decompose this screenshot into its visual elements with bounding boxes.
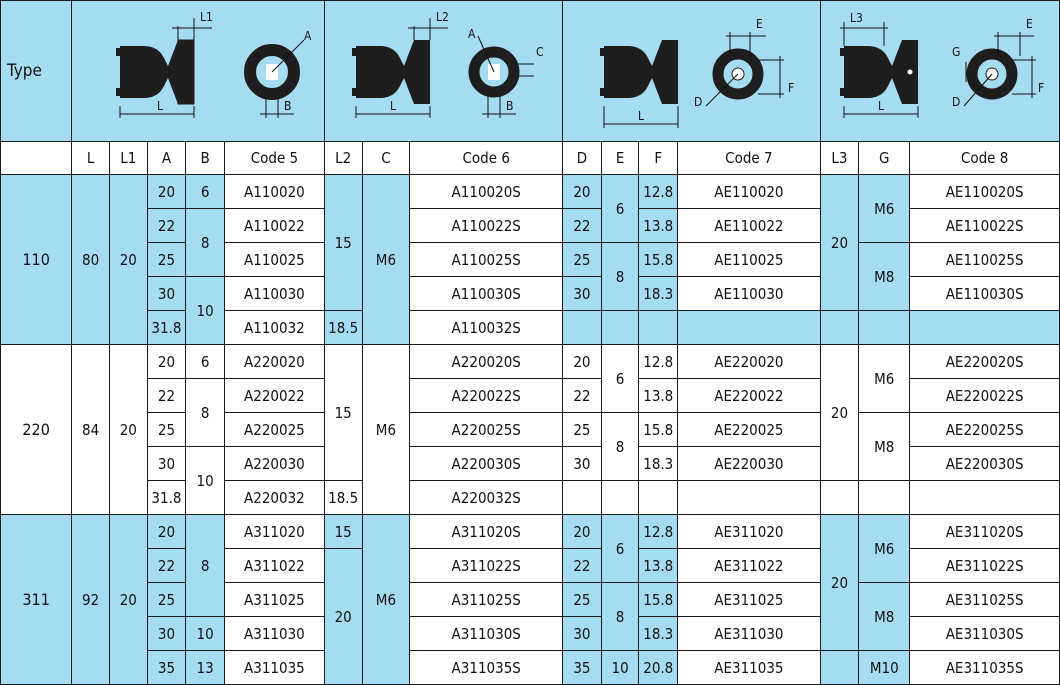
cell-code7: AE311035 bbox=[678, 651, 821, 685]
dim-label: F bbox=[788, 81, 795, 95]
cell-D: 25 bbox=[563, 243, 602, 277]
cell-code8: AE311020S bbox=[910, 515, 1060, 549]
col-header: L bbox=[72, 142, 110, 175]
cell-G bbox=[859, 311, 910, 345]
cell-code7: AE220030 bbox=[678, 447, 821, 481]
cell-code7 bbox=[678, 481, 821, 515]
cell-code7: AE220022 bbox=[678, 379, 821, 413]
cell-code6: A220030S bbox=[410, 447, 563, 481]
dim-label: L bbox=[638, 109, 645, 123]
cell-code7 bbox=[678, 311, 821, 345]
drawing-yoke-code7 bbox=[563, 1, 821, 142]
cell-A: 25 bbox=[147, 413, 186, 447]
cell-code6: A311030S bbox=[410, 617, 563, 651]
cell-code8: AE110020S bbox=[910, 175, 1060, 209]
col-header: Code 7 bbox=[678, 142, 821, 175]
cell-D bbox=[563, 481, 602, 515]
type-header: Type bbox=[1, 1, 72, 142]
dim-label: F bbox=[1037, 81, 1045, 95]
cell-code5: A220022 bbox=[224, 379, 324, 413]
cell-G: M6 bbox=[859, 175, 910, 243]
cell-L: 84 bbox=[72, 345, 110, 515]
cell-code6: A110025S bbox=[410, 243, 563, 277]
cell-D: 22 bbox=[563, 379, 602, 413]
col-header: L2 bbox=[324, 142, 362, 175]
cell-code5: A110020 bbox=[224, 175, 324, 209]
col-header: F bbox=[639, 142, 678, 175]
cell-L2: 15 bbox=[324, 345, 362, 481]
cell-A: 20 bbox=[147, 345, 186, 379]
cell-B: 10 bbox=[186, 447, 225, 515]
table-row bbox=[1, 481, 1060, 515]
dim-label: L1 bbox=[200, 10, 214, 24]
cell-F: 18.3 bbox=[639, 617, 678, 651]
cell-code7: AE220020 bbox=[678, 345, 821, 379]
cell-G: M6 bbox=[859, 345, 910, 413]
cell-D: 25 bbox=[563, 413, 602, 447]
cell-L: 92 bbox=[72, 515, 110, 685]
cell-code5: A311030 bbox=[224, 617, 324, 651]
cell-code5: A311025 bbox=[224, 583, 324, 617]
cell-F: 18.3 bbox=[639, 447, 678, 481]
cell-D: 30 bbox=[563, 617, 602, 651]
cell-code8: AE220025S bbox=[910, 413, 1060, 447]
cell-D: 20 bbox=[563, 175, 602, 209]
column-header-row bbox=[1, 142, 1060, 175]
table-row bbox=[1, 311, 1060, 345]
type-cell: 110 bbox=[1, 175, 72, 345]
cell-A: 30 bbox=[147, 447, 186, 481]
cell-code6: A220032S bbox=[410, 481, 563, 515]
cell-code8: AE311030S bbox=[910, 617, 1060, 651]
cell-code5: A110025 bbox=[224, 243, 324, 277]
cell-code5: A110030 bbox=[224, 277, 324, 311]
cell-code8: AE110030S bbox=[910, 277, 1060, 311]
cell-F: 15.8 bbox=[639, 583, 678, 617]
table-row bbox=[1, 583, 1060, 617]
dim-label: A bbox=[468, 27, 476, 41]
cell-code7: AE311030 bbox=[678, 617, 821, 651]
cell-E bbox=[601, 311, 639, 345]
cell-A: 31.8 bbox=[147, 311, 186, 345]
cell-A: 20 bbox=[147, 515, 186, 549]
cell-G: M8 bbox=[859, 583, 910, 651]
cell-code7: AE110025 bbox=[678, 243, 821, 277]
dim-label: L3 bbox=[849, 11, 863, 25]
cell-code7: AE311022 bbox=[678, 549, 821, 583]
cell-B: 6 bbox=[186, 345, 225, 379]
cell-G: M8 bbox=[859, 413, 910, 481]
cell-L2: 20 bbox=[324, 549, 362, 685]
table-row bbox=[1, 175, 1060, 209]
cell-F: 15.8 bbox=[639, 243, 678, 277]
cell-L2: 18.5 bbox=[324, 481, 362, 515]
cell-E: 8 bbox=[601, 583, 639, 651]
cell-code5: A311020 bbox=[224, 515, 324, 549]
cell-code5: A220032 bbox=[224, 481, 324, 515]
cell-D: 30 bbox=[563, 447, 602, 481]
cell-F: 13.8 bbox=[639, 209, 678, 243]
cell-code8: AE110025S bbox=[910, 243, 1060, 277]
cell-code5: A110022 bbox=[224, 209, 324, 243]
cell-D: 25 bbox=[563, 583, 602, 617]
dim-label: C bbox=[536, 45, 544, 59]
cell-D: 35 bbox=[563, 651, 602, 685]
cell-code6: A311022S bbox=[410, 549, 563, 583]
cell-code8: AE220030S bbox=[910, 447, 1060, 481]
cell-code7: AE110022 bbox=[678, 209, 821, 243]
cell-code5: A110032 bbox=[224, 311, 324, 345]
col-header: Code 6 bbox=[410, 142, 563, 175]
cell-G: M10 bbox=[859, 651, 910, 685]
cell-L3: 20 bbox=[820, 345, 859, 481]
cell-E bbox=[601, 481, 639, 515]
cell-code6: A110030S bbox=[410, 277, 563, 311]
cell-L2: 15 bbox=[324, 515, 362, 549]
cell-F: 18.3 bbox=[639, 277, 678, 311]
cell-B: 8 bbox=[186, 515, 225, 617]
col-header: A bbox=[147, 142, 186, 175]
cell-code8: AE311025S bbox=[910, 583, 1060, 617]
col-header-type-blank bbox=[1, 142, 72, 175]
cell-B: 13 bbox=[186, 651, 225, 685]
cell-code5: A311022 bbox=[224, 549, 324, 583]
dim-label: L bbox=[390, 99, 397, 113]
cell-code8: AE110022S bbox=[910, 209, 1060, 243]
drawing-yoke-code8 bbox=[820, 1, 1059, 142]
cell-code7: AE311025 bbox=[678, 583, 821, 617]
cell-A: 22 bbox=[147, 549, 186, 583]
col-header: Code 8 bbox=[910, 142, 1060, 175]
table-row bbox=[1, 243, 1060, 277]
cell-code7: AE110030 bbox=[678, 277, 821, 311]
drawing-yoke-code6 bbox=[324, 1, 562, 142]
cell-A: 20 bbox=[147, 175, 186, 209]
col-header: B bbox=[186, 142, 225, 175]
cell-code7: AE311020 bbox=[678, 515, 821, 549]
cell-A: 25 bbox=[147, 583, 186, 617]
cell-code5: A220020 bbox=[224, 345, 324, 379]
cell-code6: A110022S bbox=[410, 209, 563, 243]
table-row bbox=[1, 651, 1060, 685]
dim-label: E bbox=[756, 17, 764, 31]
col-header: Code 5 bbox=[224, 142, 324, 175]
cell-E: 6 bbox=[601, 515, 639, 583]
table-row bbox=[1, 515, 1060, 549]
cell-B: 8 bbox=[186, 379, 225, 447]
cell-D: 20 bbox=[563, 345, 602, 379]
cell-code8 bbox=[910, 311, 1060, 345]
table-row bbox=[1, 345, 1060, 379]
col-header: D bbox=[563, 142, 602, 175]
drawing-yoke-code5 bbox=[72, 1, 325, 142]
cell-F: 15.8 bbox=[639, 413, 678, 447]
cell-code6: A311035S bbox=[410, 651, 563, 685]
cell-L3: 20 bbox=[820, 515, 859, 651]
cell-A: 25 bbox=[147, 243, 186, 277]
cell-F: 12.8 bbox=[639, 175, 678, 209]
cell-D: 22 bbox=[563, 549, 602, 583]
cell-E: 10 bbox=[601, 651, 639, 685]
cell-L3: 20 bbox=[820, 175, 859, 311]
cell-F bbox=[639, 481, 678, 515]
col-header: G bbox=[859, 142, 910, 175]
cell-F: 12.8 bbox=[639, 515, 678, 549]
cell-E: 6 bbox=[601, 345, 639, 413]
cell-B: 10 bbox=[186, 277, 225, 345]
cell-code6: A110020S bbox=[410, 175, 563, 209]
cell-A: 30 bbox=[147, 277, 186, 311]
cell-C: M6 bbox=[362, 515, 410, 685]
cell-B: 10 bbox=[186, 617, 225, 651]
cell-A: 30 bbox=[147, 617, 186, 651]
cell-code6: A220025S bbox=[410, 413, 563, 447]
cell-F: 13.8 bbox=[639, 549, 678, 583]
cell-code8: AE220020S bbox=[910, 345, 1060, 379]
cell-L: 80 bbox=[72, 175, 110, 345]
dim-label: D bbox=[951, 95, 961, 109]
dim-label: B bbox=[506, 99, 514, 113]
cell-D: 20 bbox=[563, 515, 602, 549]
cell-code5: A220025 bbox=[224, 413, 324, 447]
dim-label: G bbox=[951, 45, 961, 59]
cell-G: M8 bbox=[859, 243, 910, 311]
cell-D: 30 bbox=[563, 277, 602, 311]
cell-F bbox=[639, 311, 678, 345]
cell-L3 bbox=[820, 311, 859, 345]
cell-A: 35 bbox=[147, 651, 186, 685]
cell-code6: A110032S bbox=[410, 311, 563, 345]
cell-G bbox=[859, 481, 910, 515]
cell-code6: A220022S bbox=[410, 379, 563, 413]
cell-L3 bbox=[820, 651, 859, 685]
dim-label: B bbox=[284, 99, 292, 113]
type-cell: 220 bbox=[1, 345, 72, 515]
cell-L1: 20 bbox=[109, 175, 147, 345]
dim-label: D bbox=[694, 95, 703, 109]
cell-F: 13.8 bbox=[639, 379, 678, 413]
col-header: L3 bbox=[820, 142, 859, 175]
cell-F: 20.8 bbox=[639, 651, 678, 685]
cell-L1: 20 bbox=[109, 515, 147, 685]
cell-code7: AE220025 bbox=[678, 413, 821, 447]
cell-D bbox=[563, 311, 602, 345]
cell-code6: A311025S bbox=[410, 583, 563, 617]
dim-label: L bbox=[157, 99, 164, 113]
cell-code8: AE311022S bbox=[910, 549, 1060, 583]
cell-code6: A311020S bbox=[410, 515, 563, 549]
cell-L3 bbox=[820, 481, 859, 515]
col-header: L1 bbox=[109, 142, 147, 175]
cell-C: M6 bbox=[362, 345, 410, 515]
cell-code5: A220030 bbox=[224, 447, 324, 481]
cell-L2: 15 bbox=[324, 175, 362, 311]
col-header: C bbox=[362, 142, 410, 175]
cell-A: 22 bbox=[147, 209, 186, 243]
dim-label: L2 bbox=[436, 10, 450, 24]
type-cell: 311 bbox=[1, 515, 72, 685]
cell-C: M6 bbox=[362, 175, 410, 345]
cell-E: 8 bbox=[601, 413, 639, 481]
cell-L2: 18.5 bbox=[324, 311, 362, 345]
cell-B: 8 bbox=[186, 209, 225, 277]
cell-L1: 20 bbox=[109, 345, 147, 515]
cell-G: M6 bbox=[859, 515, 910, 583]
cell-A: 31.8 bbox=[147, 481, 186, 515]
dim-label: L bbox=[877, 99, 884, 113]
cell-E: 8 bbox=[601, 243, 639, 311]
dim-label: E bbox=[1025, 17, 1033, 31]
cell-E: 6 bbox=[601, 175, 639, 243]
cell-code7: AE110020 bbox=[678, 175, 821, 209]
cell-code8 bbox=[910, 481, 1060, 515]
cell-D: 22 bbox=[563, 209, 602, 243]
cell-A: 22 bbox=[147, 379, 186, 413]
cell-B: 6 bbox=[186, 175, 225, 209]
cell-code8: AE220022S bbox=[910, 379, 1060, 413]
col-header: E bbox=[601, 142, 639, 175]
dim-label: A bbox=[304, 29, 312, 43]
cell-code8: AE311035S bbox=[910, 651, 1060, 685]
cell-F: 12.8 bbox=[639, 345, 678, 379]
cell-code5: A311035 bbox=[224, 651, 324, 685]
table-row bbox=[1, 413, 1060, 447]
cell-code6: A220020S bbox=[410, 345, 563, 379]
